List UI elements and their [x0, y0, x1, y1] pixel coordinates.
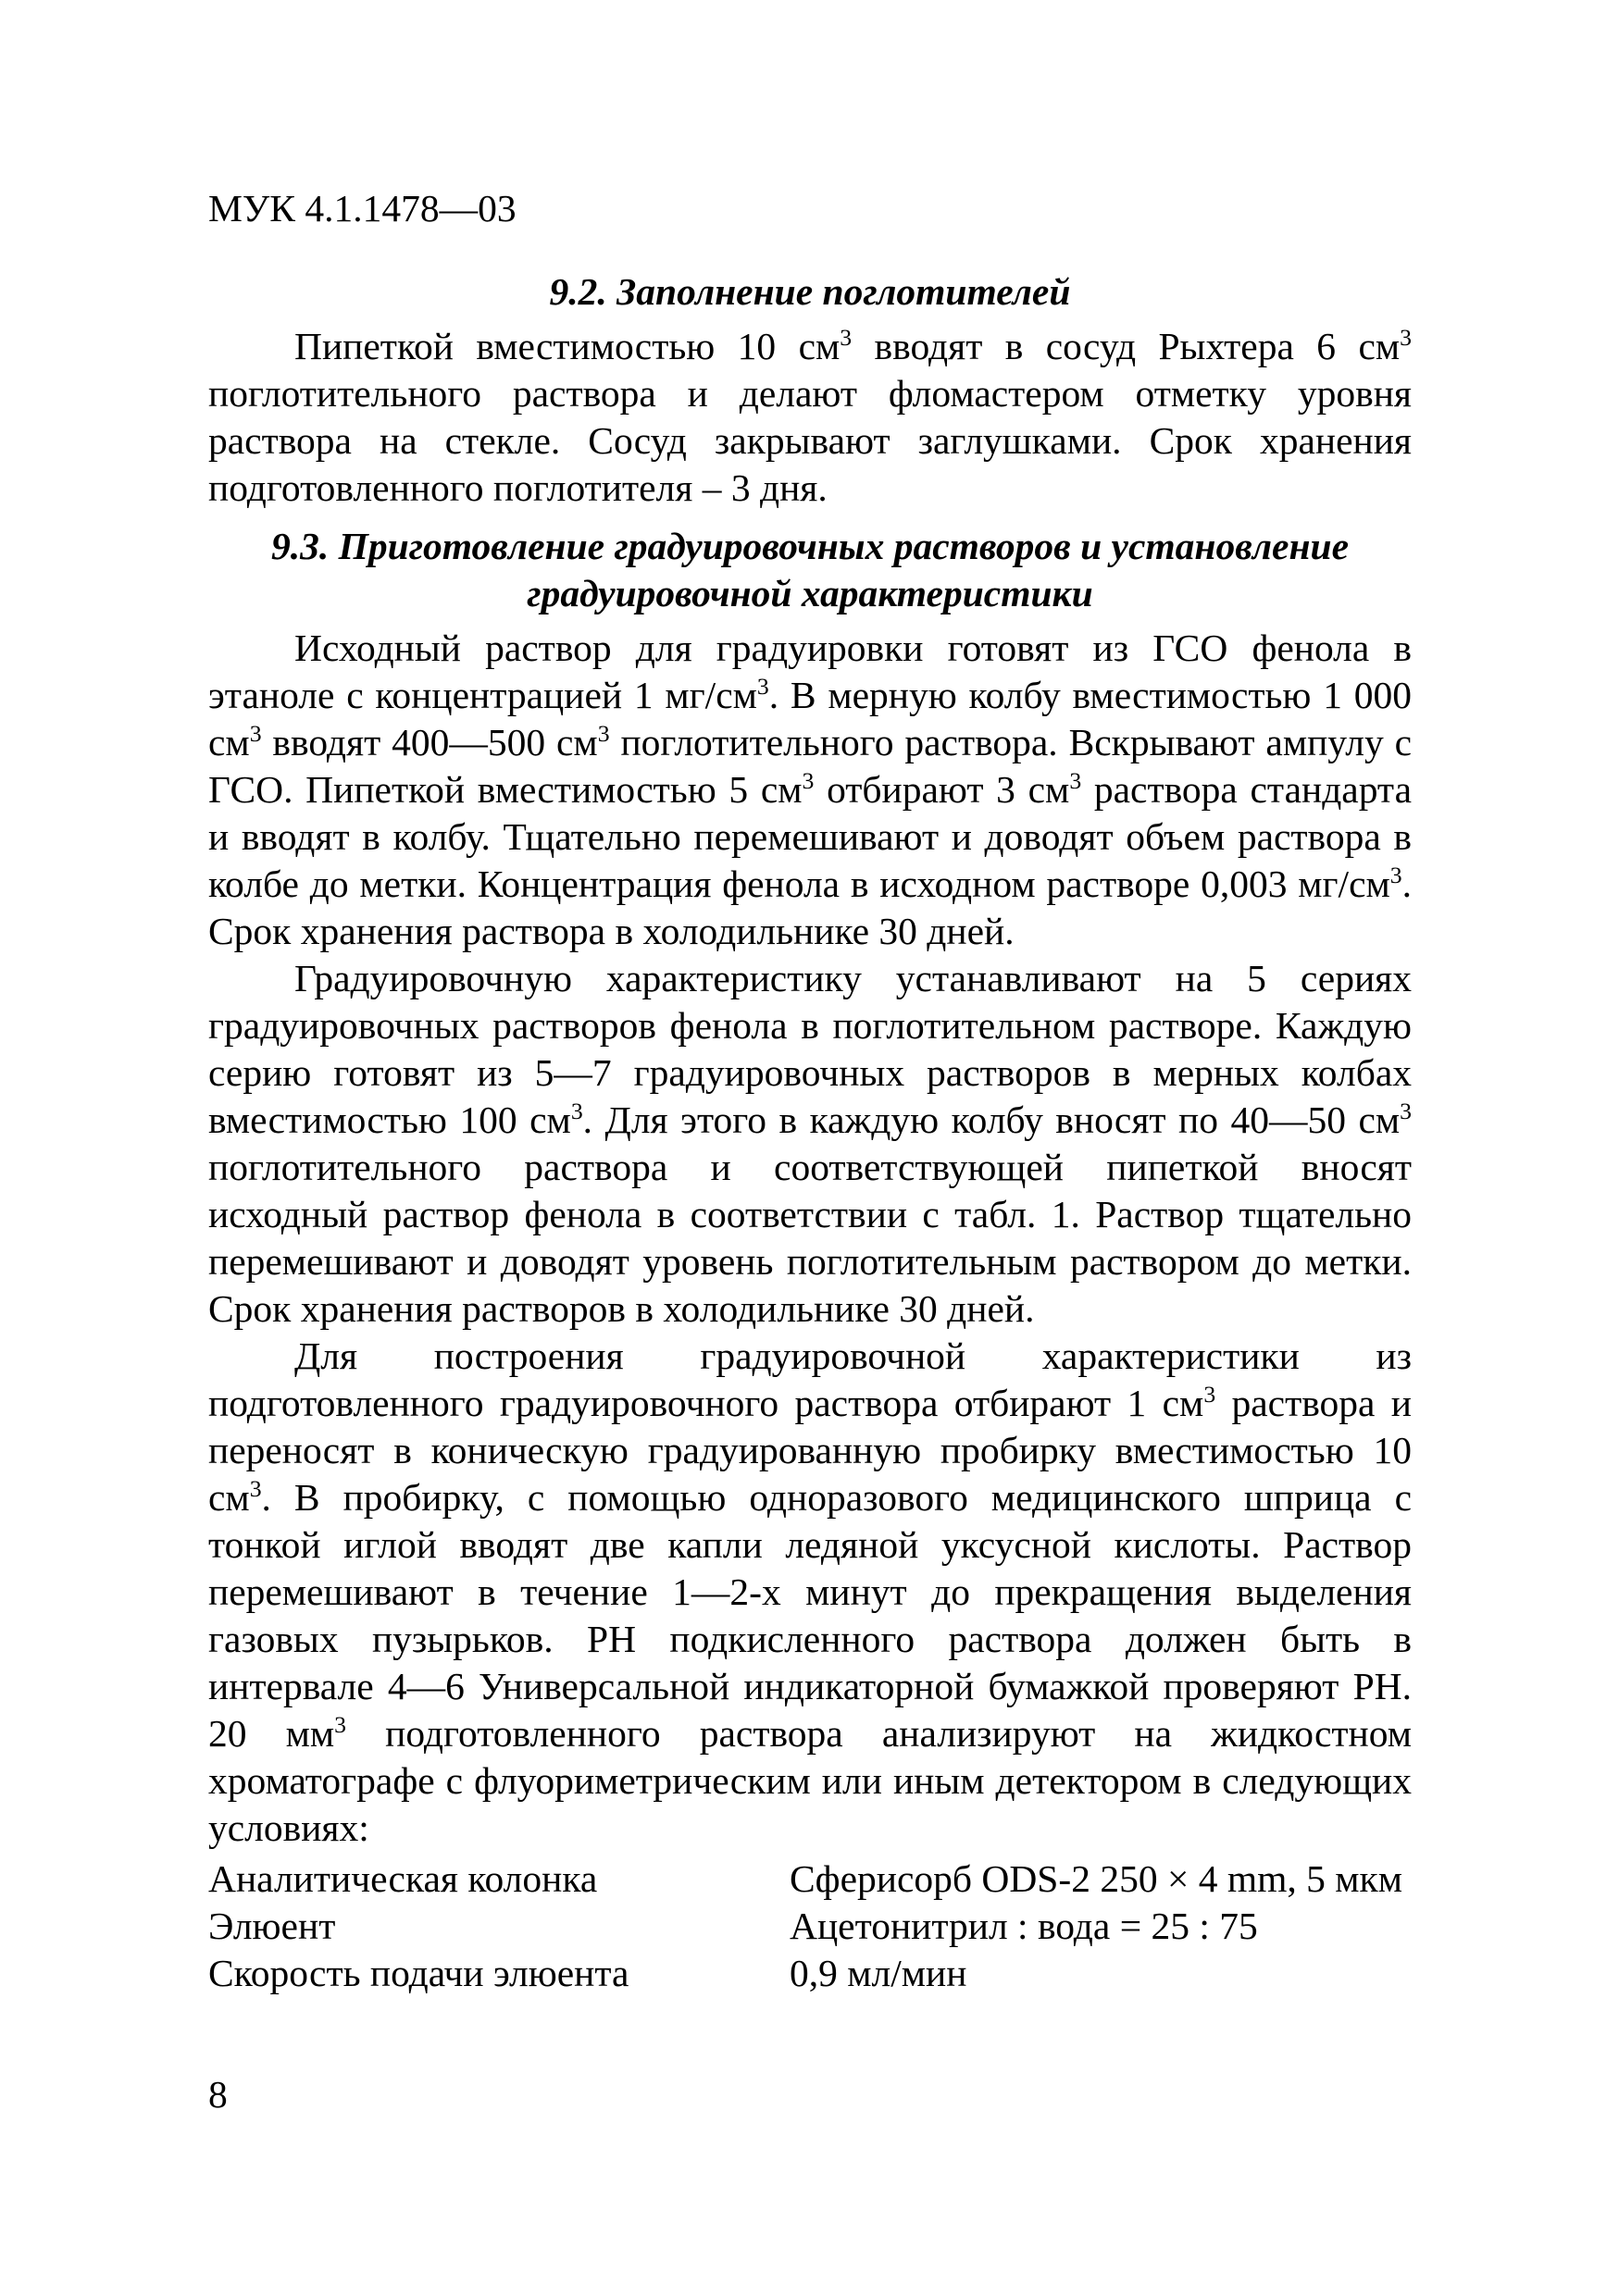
section-9-3-paragraph-3: Для построения градуировочной характеристики из подготовленного градуировочного раствора отбирают 1 $см^3$ раствора и переносят в коническую градуированную пробирку вместимостью 10 $см^3$. В пробирку, с помощью одноразового медицинского шприца с тонкой иглой вводят две капли ледяной уксусной кислоты. Раствор перемешивают в течение 1—2-х минут до прекращения выделения газовых пузырьков. PH подкисленного раствора должен быть в интервале 4—6 Универсальной индикаторной бумажкой проверяют PH. 20 $мм^3$ подготовленного раствора анализируют на жидкостном хроматографе с флуориметрическим или иным детектором в следующих условиях:: [208, 1334, 1413, 1849]
section-9-3-heading-line2: градуировочной характеристики: [527, 572, 1093, 614]
document-body: [208, 268, 1412, 1997]
condition-value: Сферисорб ODS-2 250 × 4 mm, 5 мкм: [790, 1857, 1402, 1900]
section-9-3-paragraph-2: Градуировочную характеристику устанавливают на 5 сериях градуировочных растворов фенола в поглотительном растворе. Каждую серию готовят из 5—7 градуировочных растворов в мерных колбах вместимостью 100 $см^3$. Для этого в каждую колбу вносят по 40—50 $см^3$ поглотительного раствора и соответствующей пипеткой вносят исходный раствор фенола в соответствии с табл. 1. Раствор тщательно перемешивают и доводят уровень поглотительным раствором до метки. Срок хранения растворов в холодильнике 30 дней.: [208, 957, 1412, 1330]
condition-value: Ацетонитрил : вода = 25 : 75: [790, 1905, 1258, 1947]
section-9-3-heading: [208, 523, 1412, 617]
condition-value: 0,9 мл/мин: [790, 1952, 967, 1994]
condition-row-flow-rate: [208, 1950, 1412, 1997]
condition-row-eluent: [208, 1903, 1412, 1950]
document-code: МУК 4.1.1478—03: [208, 187, 517, 230]
condition-param: Элюент: [208, 1905, 336, 1947]
chromatography-conditions: [208, 1855, 1412, 1997]
section-9-2-heading: 9.2. Заполнение поглотителей: [549, 270, 1071, 313]
condition-param: Аналитическая колонка: [208, 1857, 598, 1900]
section-9-3-paragraph-1: Исходный раствор для градуировки готовят из ГСО фенола в этаноле с концентрацией 1 $мг/см^3$. В мерную колбу вместимостью 1 000 $см^3$ вводят 400—500 $см^3$ поглотительного раствора. Вскрывают ампулу с ГСО. Пипеткой вместимостью 5 $см^3$ отбирают 3 $см^3$ раствора стандарта и вводят в колбу. Тщательно перемешивают и доводят объем раствора в колбе до метки. Концентрация фенола в исходном растворе 0,003 $мг/см^3$. Срок хранения раствора в холодильнике 30 дней.: [208, 627, 1412, 952]
condition-param: Скорость подачи элюента: [208, 1952, 629, 1994]
condition-row-column: [208, 1855, 1412, 1903]
page-number: 8: [208, 2073, 228, 2116]
section-9-2-paragraph: Пипеткой вместимостью 10 $см^3$ вводят в сосуд Рыхтера 6 $см^3$ поглотительного раствора и делают фломастером отметку уровня раствора на стекле. Сосуд закрывают заглушками. Срок хранения подготовленного поглотителя – 3 дня.: [208, 324, 1412, 509]
section-9-3-heading-line1: 9.3. Приготовление градуировочных растворов и установление: [270, 525, 1349, 567]
